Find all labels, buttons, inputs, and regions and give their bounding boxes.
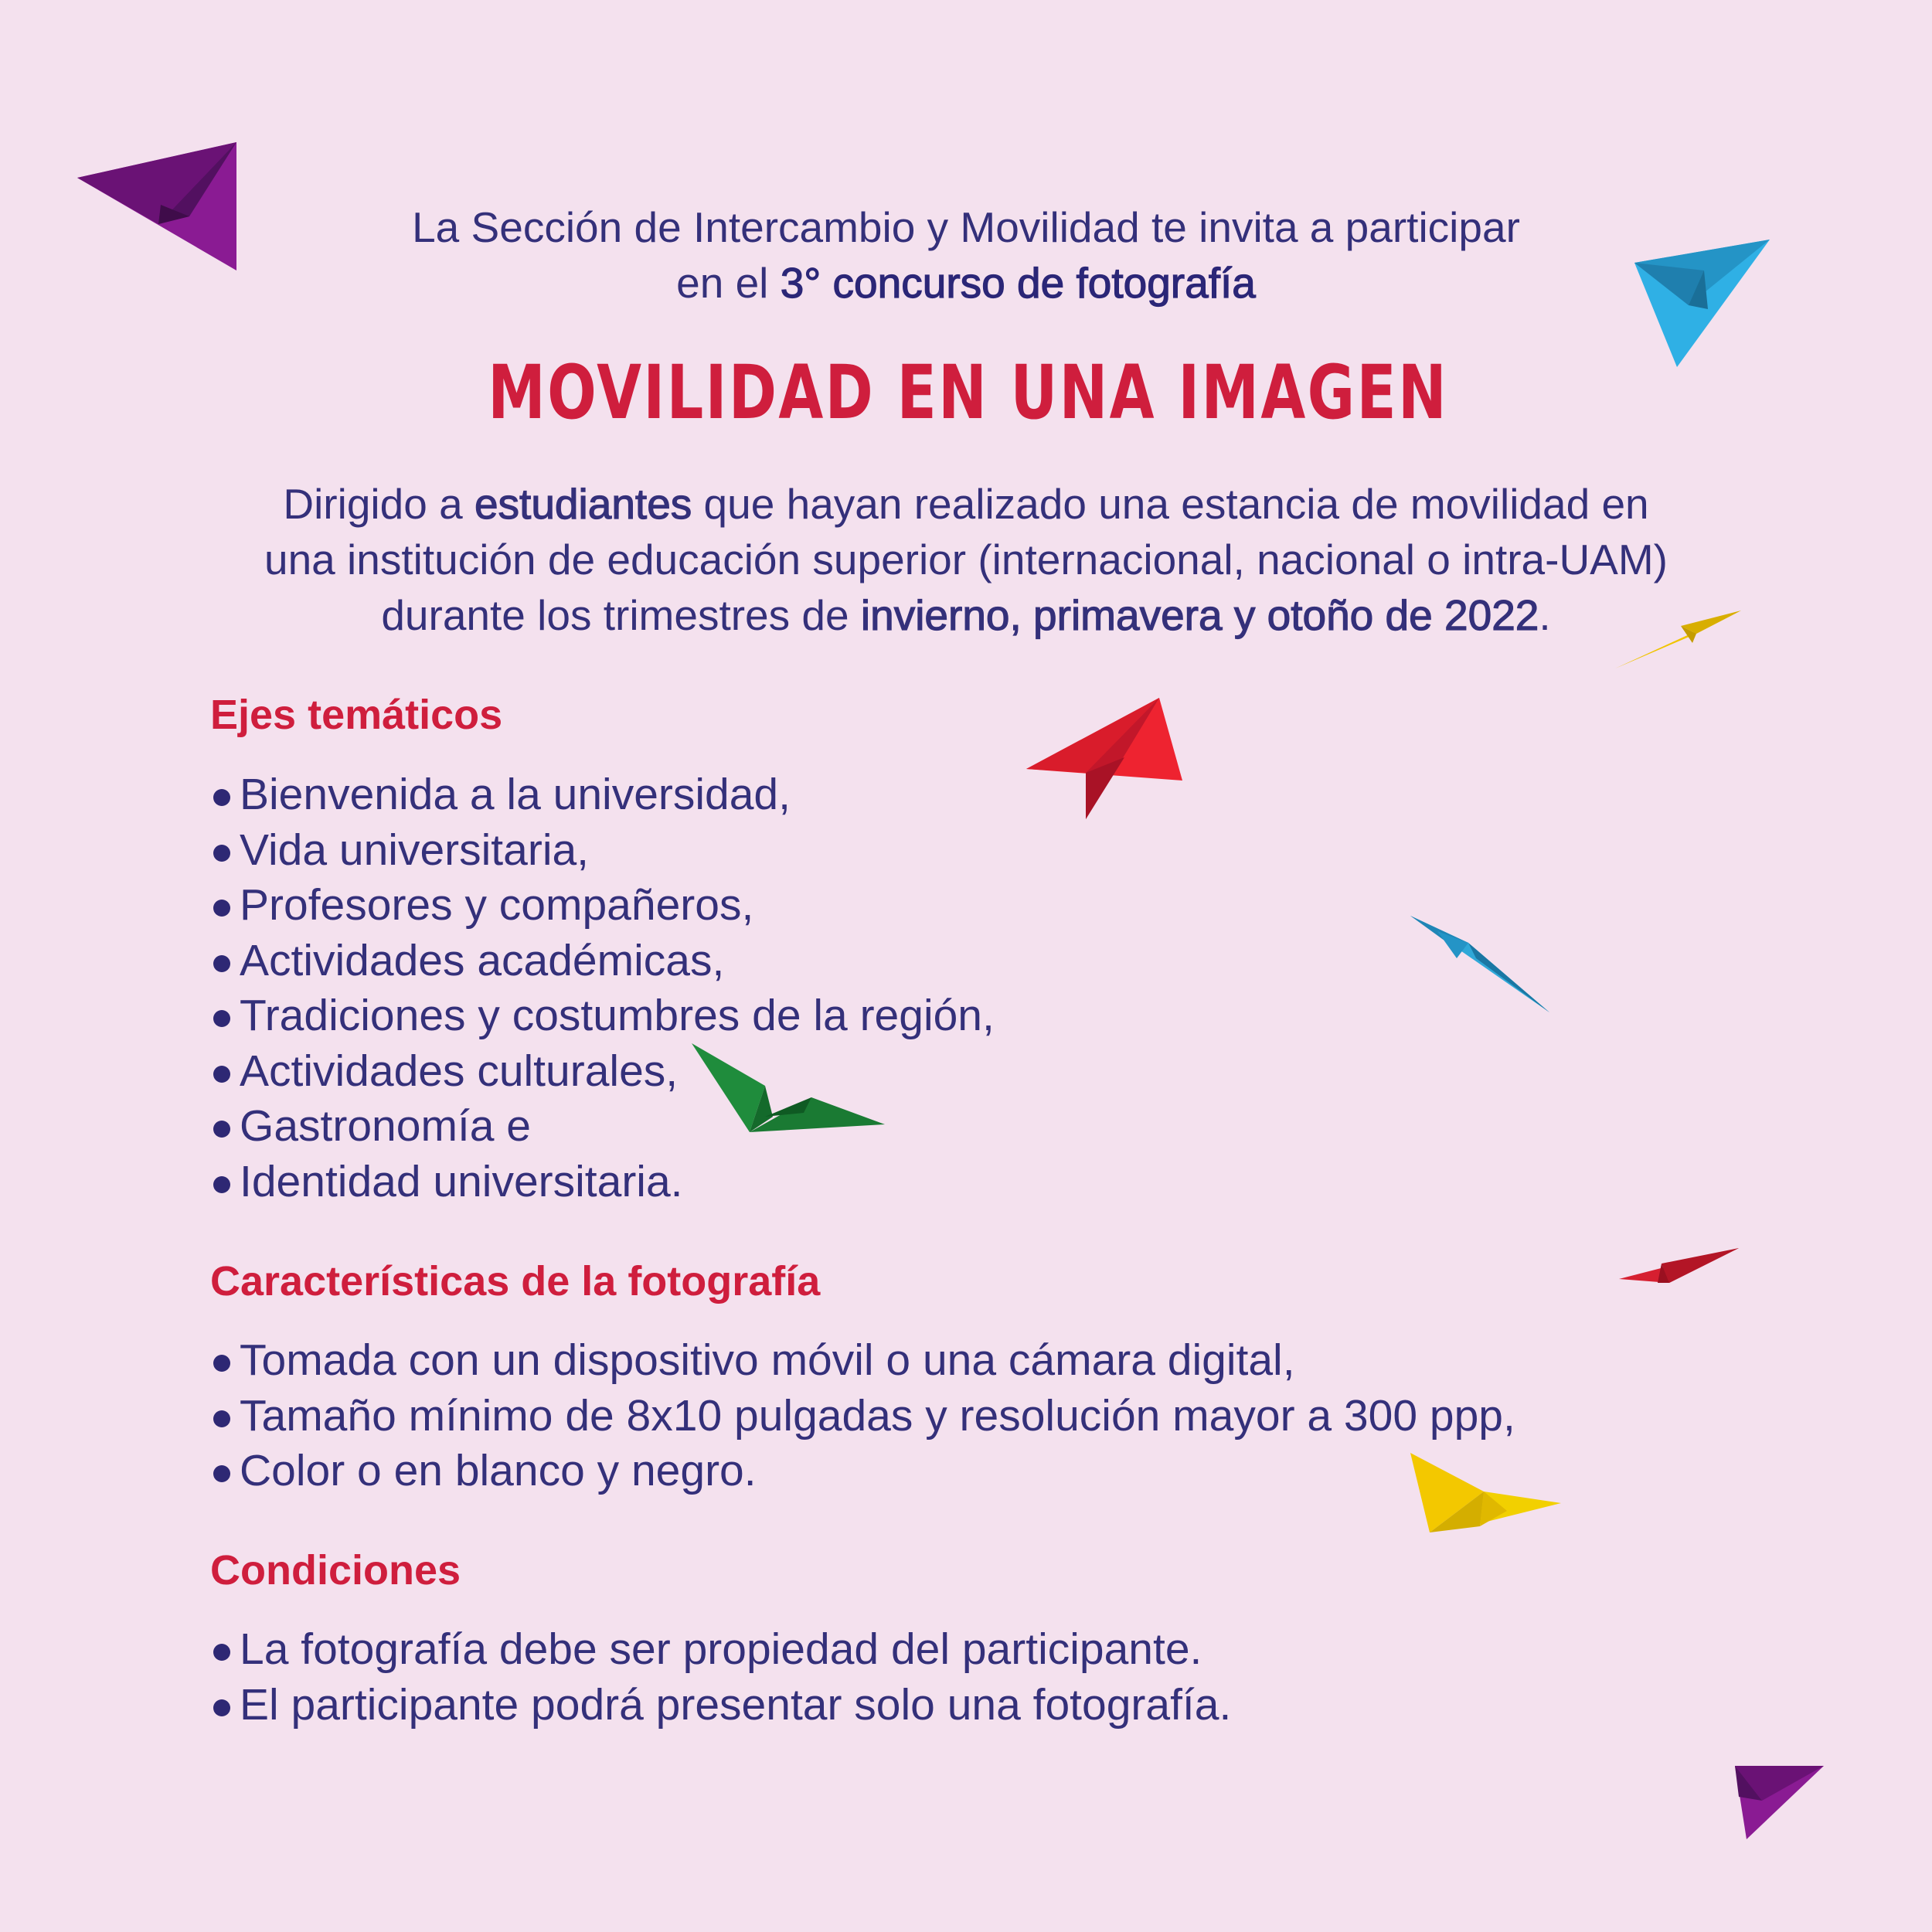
list-item: Color o en blanco y negro.	[210, 1444, 1515, 1499]
list-item: Tradiciones y costumbres de la región,	[210, 988, 995, 1044]
page-title: MOVILIDAD EN UNA IMAGEN	[488, 349, 1448, 436]
paper-plane-icon-blue-mid-right	[1406, 912, 1553, 1016]
section-heading-condiciones: Condiciones	[210, 1547, 461, 1594]
ejes-list	[210, 767, 995, 1209]
list-item: La fotografía debe ser propiedad del participante.	[210, 1622, 1231, 1678]
list-item: Actividades académicas,	[210, 934, 995, 989]
list-item: Vida universitaria,	[210, 823, 995, 879]
section-heading-ejes: Ejes temáticos	[210, 692, 503, 738]
paper-plane-icon-purple-bottom-right	[1731, 1762, 1828, 1843]
section-heading-caracteristicas: Características de la fotografía	[210, 1258, 821, 1304]
contest-name: 3° concurso de fotografía	[780, 259, 1256, 307]
paper-plane-icon-red-small	[1615, 1240, 1743, 1287]
list-item: Bienvenida a la universidad,	[210, 767, 995, 823]
intro-line-2: en el 3° concurso de fotografía	[676, 259, 1256, 307]
list-item: El participante podrá presentar solo una fotografía.	[210, 1678, 1231, 1733]
list-item: Gastronomía e	[210, 1099, 995, 1155]
condiciones-list	[210, 1622, 1231, 1733]
list-item: Identidad universitaria.	[210, 1155, 995, 1210]
list-item: Tamaño mínimo de 8x10 pulgadas y resolución mayor a 300 ppp,	[210, 1389, 1515, 1444]
list-item: Tomada con un dispositivo móvil o una cámara digital,	[210, 1333, 1515, 1389]
caracteristicas-list	[210, 1333, 1515, 1499]
highlight-students: estudiantes	[474, 480, 692, 528]
intro-text	[0, 199, 1932, 311]
intro-line-1: La Sección de Intercambio y Movilidad te invita a participar	[412, 203, 1520, 251]
list-item: Actividades culturales,	[210, 1044, 995, 1100]
paper-plane-icon-red-center	[1024, 696, 1186, 823]
target-audience-text: Dirigido a estudiantes que hayan realizado una estancia de movilidad en una institución de educación superior (internacional, nacional o intra-UAM) durante los trimestres de invierno, primavera y otoño de 2022.	[264, 480, 1668, 639]
list-item: Profesores y compañeros,	[210, 878, 995, 934]
highlight-terms: invierno, primavera y otoño de 2022	[860, 591, 1539, 639]
